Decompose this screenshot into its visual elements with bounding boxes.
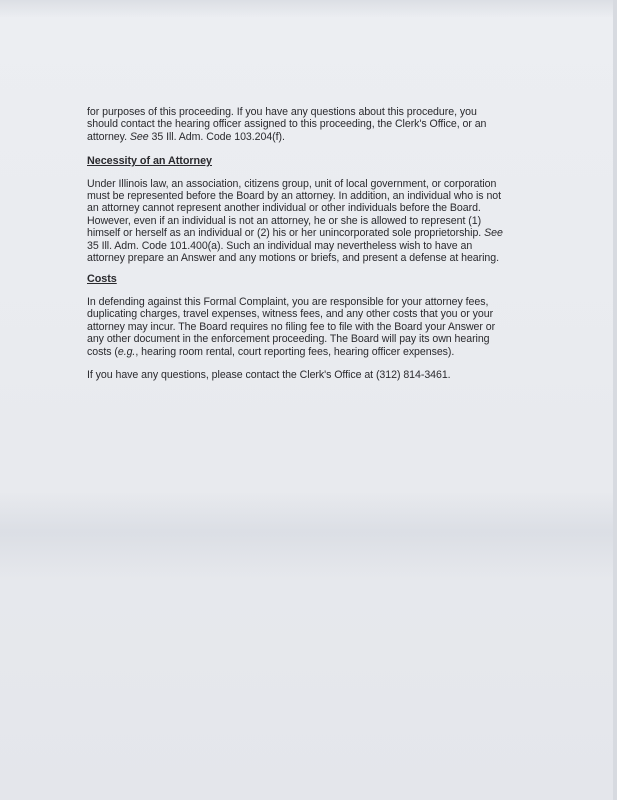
attorney-text: Under Illinois law, an association, citizens group, unit of local government, or corporation must be represented before the Board by an attorney. In addition, an individual who is not an attorney cannot represent another individual or other individuals before the Board. However, even if an individual is not an attorney, he or she is allowed to represent (1) himself or herself as an individual or (2) his or her unincorporated sole proprietorship. <box>87 177 502 240</box>
scan-fold-band <box>0 492 617 582</box>
attorney-heading: Necessity of an Attorney <box>87 155 212 168</box>
intro-text: for purposes of this proceeding. If you have any questions about this procedure, you should contact the hearing officer assigned to this proceeding, the Clerk's Office, or an attorney. <box>87 106 487 143</box>
intro-paragraph <box>87 106 507 143</box>
attorney-paragraph <box>87 178 507 265</box>
intro-citation: 35 Ill. Adm. Code 103.204(f). <box>151 130 285 143</box>
costs-text: In defending against this Formal Complaint, you are responsible for your attorney fees, duplicating charges, travel expenses, witness fees, and any other costs that you or your attorney may incur. The Board requires no filing fee to file with the Board your Answer or any other document in the enforcement proceeding. The Board will pay its own hearing costs ( <box>87 295 496 358</box>
attorney-citation-text: 35 Ill. Adm. Code 101.400(a). Such an individual may nevertheless wish to have an attorney prepare an Answer and any motions or briefs, and present a defense at hearing. <box>87 239 500 265</box>
scan-shadow-top <box>0 0 617 18</box>
costs-heading: Costs <box>87 273 117 286</box>
attorney-see: See <box>484 227 503 240</box>
costs-eg: e.g. <box>117 345 136 358</box>
intro-see: See <box>129 130 149 143</box>
costs-text-end: , hearing room rental, court reporting fees, hearing officer expenses). <box>135 345 455 358</box>
document-body <box>87 106 507 381</box>
costs-paragraph <box>87 296 507 358</box>
scan-edge-right <box>613 0 617 800</box>
contact-paragraph: If you have any questions, please contact the Clerk's Office at (312) 814-3461. <box>87 368 451 381</box>
